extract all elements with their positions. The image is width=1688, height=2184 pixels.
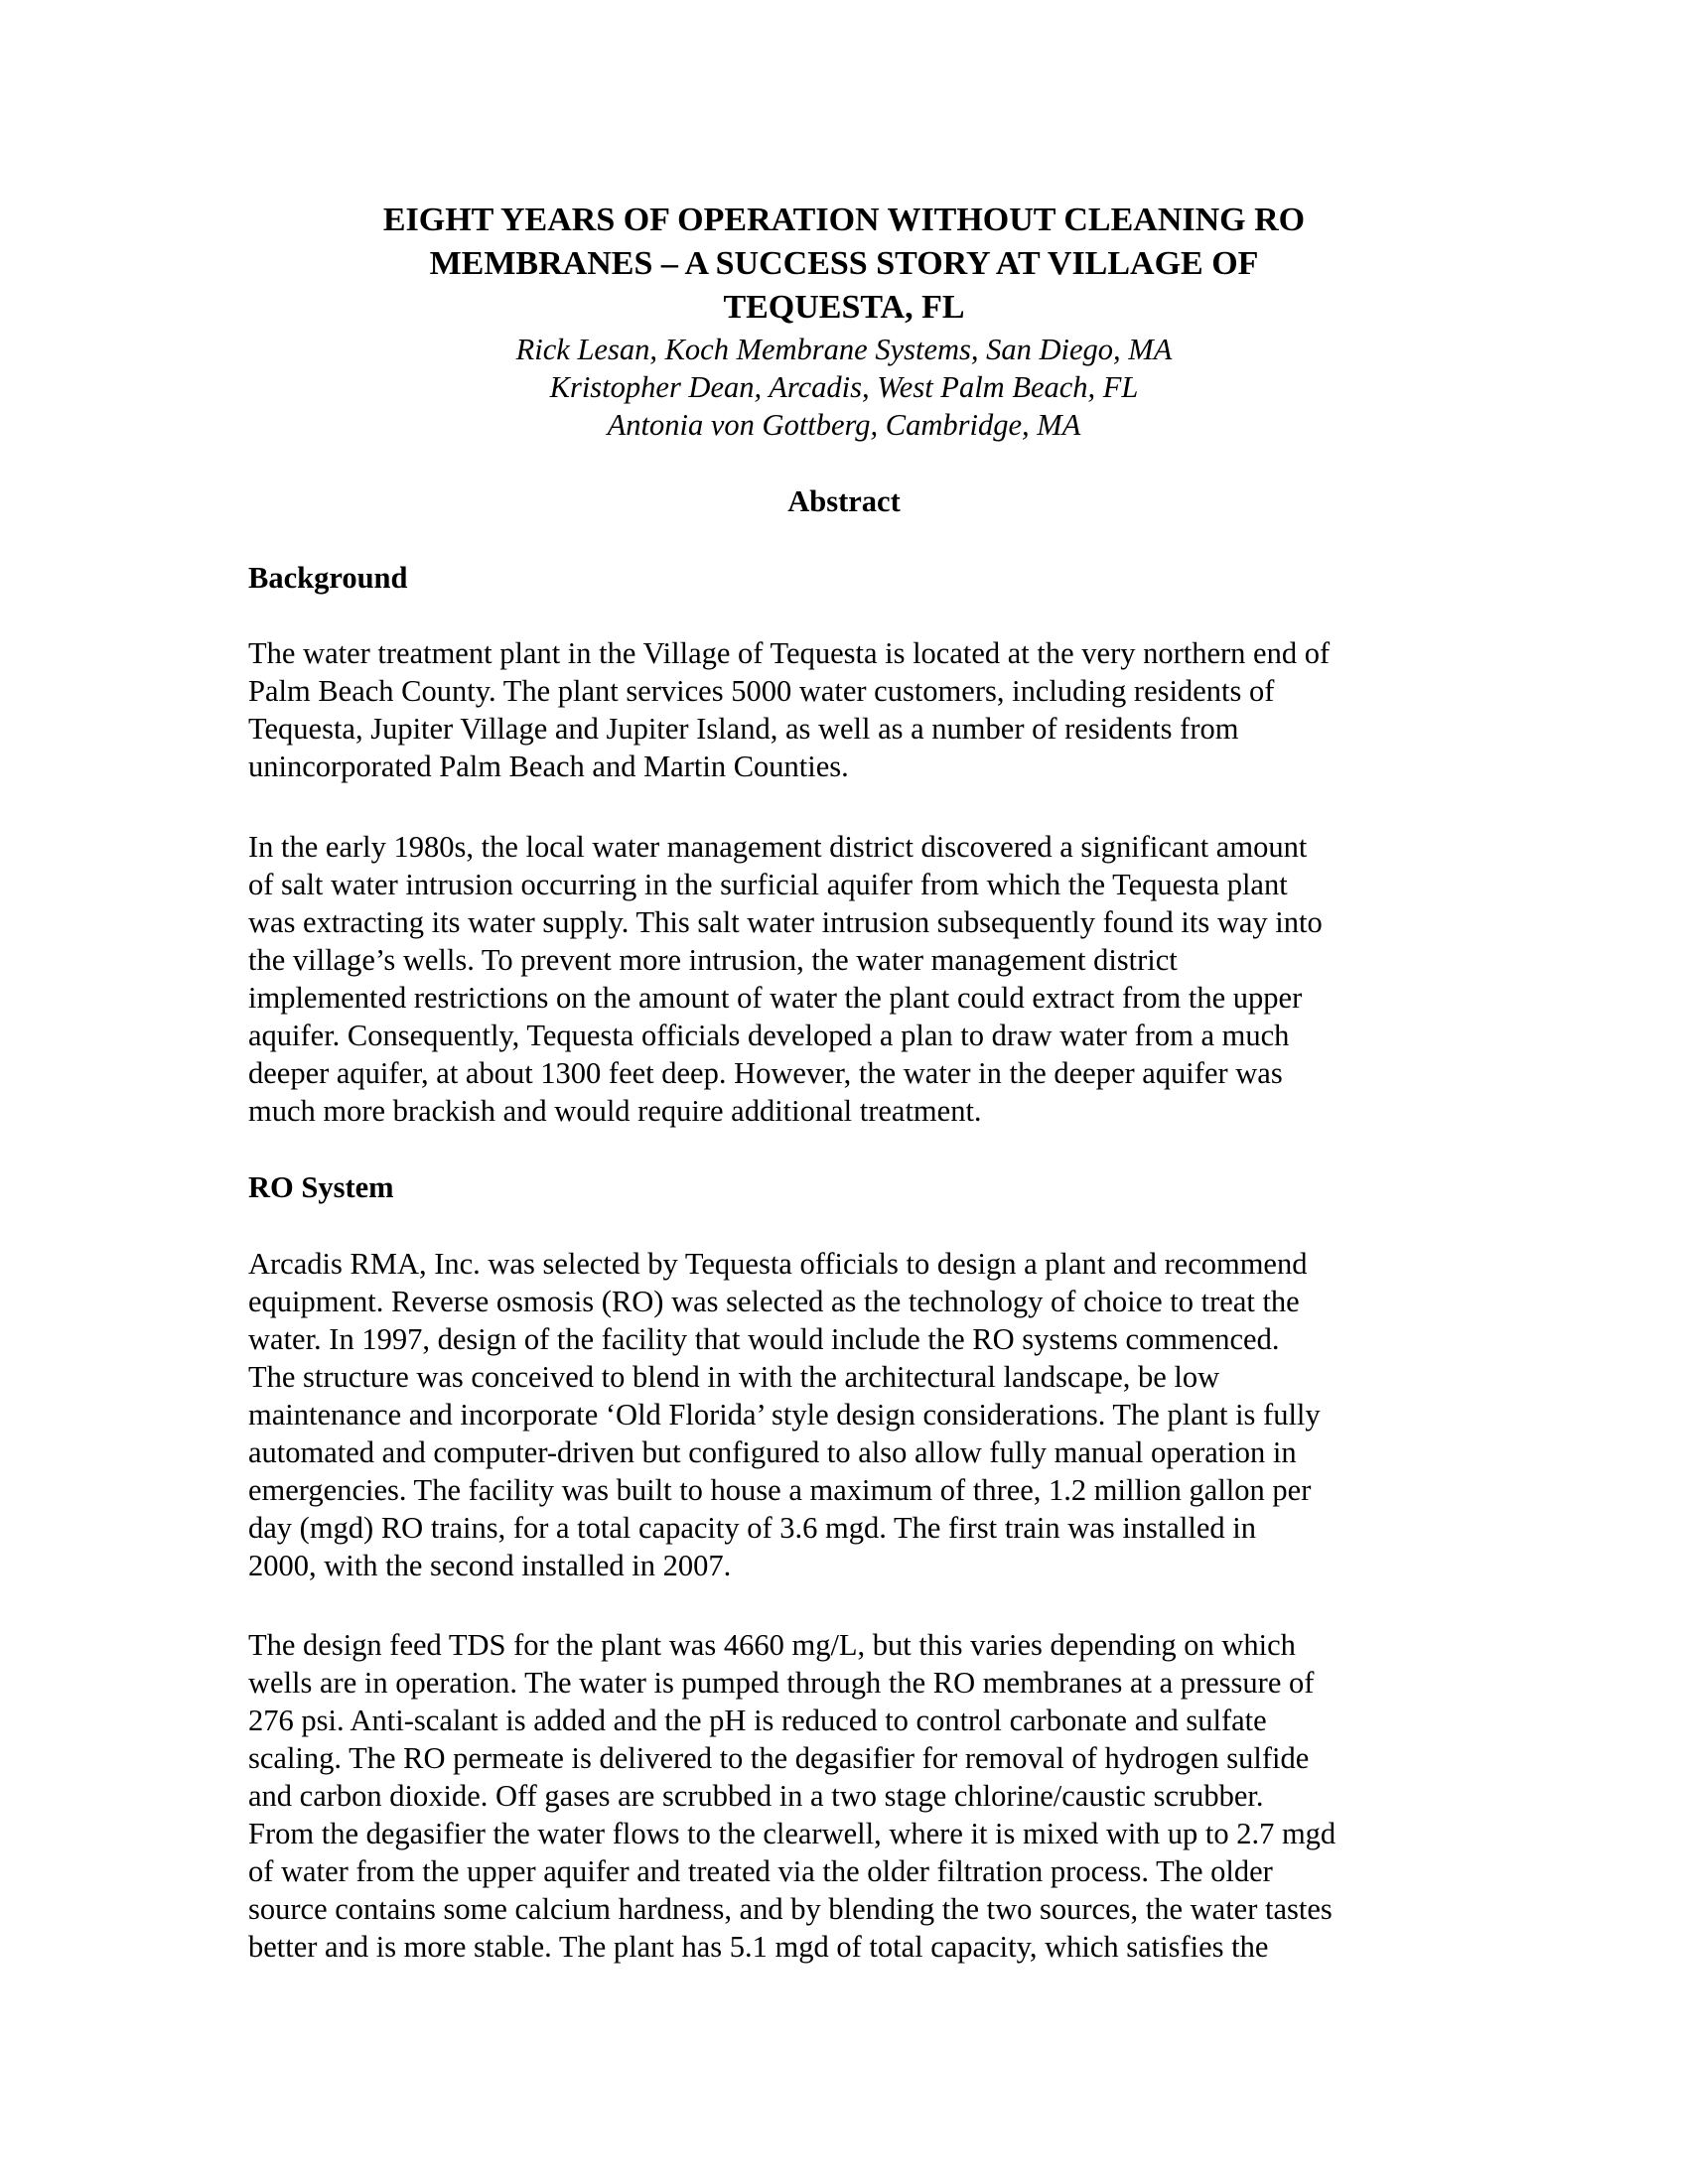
paragraph-line: water. In 1997, design of the facility that would include the RO systems commenced. bbox=[248, 1322, 1280, 1356]
paragraph-line: the village’s wells. To prevent more intrusion, the water management district bbox=[248, 943, 1178, 977]
paragraph-line: of salt water intrusion occurring in the surficial aquifer from which the Tequesta plant bbox=[248, 868, 1288, 901]
paragraph-line: wells are in operation. The water is pumped through the RO membranes at a pressure of bbox=[248, 1666, 1315, 1700]
paragraph-line: much more brackish and would require additional treatment. bbox=[248, 1094, 982, 1128]
author-3: Antonia von Gottberg, Cambridge, MA bbox=[607, 408, 1081, 442]
paper-title-line-3: TEQUESTA, FL bbox=[723, 289, 965, 326]
paragraph-line: equipment. Reverse osmosis (RO) was selected as the technology of choice to treat the bbox=[248, 1285, 1300, 1318]
paragraph-line: emergencies. The facility was built to house a maximum of three, 1.2 million gallon per bbox=[248, 1473, 1312, 1507]
abstract-heading: Abstract bbox=[787, 484, 901, 518]
section-heading-ro-system: RO System bbox=[248, 1170, 394, 1204]
paragraph-line: automated and computer-driven but configured to also allow fully manual operation in bbox=[248, 1435, 1297, 1469]
paragraph-line: implemented restrictions on the amount of water the plant could extract from the upper bbox=[248, 981, 1303, 1015]
paragraph-line: and carbon dioxide. Off gases are scrubbed in a two stage chlorine/caustic scrubber. bbox=[248, 1779, 1264, 1813]
paragraph-line: Palm Beach County. The plant services 5000 water customers, including residents of bbox=[248, 674, 1275, 708]
paragraph-line: The structure was conceived to blend in with the architectural landscape, be low bbox=[248, 1360, 1220, 1394]
paragraph-line: of water from the upper aquifer and treated via the older filtration process. The older bbox=[248, 1854, 1273, 1888]
paragraph-line: better and is more stable. The plant has 5.1 mgd of total capacity, which satisfies the bbox=[248, 1930, 1269, 1964]
paragraph-line: aquifer. Consequently, Tequesta officials developed a plan to draw water from a much bbox=[248, 1019, 1290, 1052]
paper-title-line-1: EIGHT YEARS OF OPERATION WITHOUT CLEANING RO bbox=[382, 202, 1306, 238]
paragraph-line: unincorporated Palm Beach and Martin Counties. bbox=[248, 750, 849, 783]
paragraph-line: In the early 1980s, the local water management district discovered a significant amount bbox=[248, 830, 1308, 864]
author-1: Rick Lesan, Koch Membrane Systems, San Diego, MA bbox=[515, 333, 1173, 366]
paragraph-line: The design feed TDS for the plant was 4660 mg/L, but this varies depending on which bbox=[248, 1628, 1296, 1662]
paragraph-line: Arcadis RMA, Inc. was selected by Tequesta officials to design a plant and recommend bbox=[248, 1247, 1308, 1281]
paragraph-line: 2000, with the second installed in 2007. bbox=[248, 1549, 732, 1582]
paragraph-line: day (mgd) RO trains, for a total capacity of 3.6 mgd. The first train was installed in bbox=[248, 1511, 1257, 1545]
paragraph-line: Tequesta, Jupiter Village and Jupiter Island, as well as a number of residents from bbox=[248, 712, 1239, 746]
section-heading-background: Background bbox=[248, 561, 408, 595]
paragraph-line: maintenance and incorporate ‘Old Florida’ style design considerations. The plant is fully bbox=[248, 1398, 1321, 1432]
paper-title-line-2: MEMBRANES – A SUCCESS STORY AT VILLAGE OF bbox=[429, 245, 1259, 282]
paragraph-line: deeper aquifer, at about 1300 feet deep. However, the water in the deeper aquifer was bbox=[248, 1056, 1283, 1090]
paragraph-line: scaling. The RO permeate is delivered to the degasifier for removal of hydrogen sulfide bbox=[248, 1741, 1310, 1775]
author-2: Kristopher Dean, Arcadis, West Palm Beach, FL bbox=[549, 370, 1139, 404]
paragraph-line: From the degasifier the water flows to the clearwell, where it is mixed with up to 2.7 mgd bbox=[248, 1817, 1336, 1850]
paragraph-line: source contains some calcium hardness, and by blending the two sources, the water tastes bbox=[248, 1892, 1333, 1926]
paragraph-line: 276 psi. Anti-scalant is added and the pH is reduced to control carbonate and sulfate bbox=[248, 1704, 1267, 1737]
paragraph-line: was extracting its water supply. This salt water intrusion subsequently found its way into bbox=[248, 905, 1323, 939]
paragraph-line: The water treatment plant in the Village of Tequesta is located at the very northern end of bbox=[248, 636, 1331, 670]
